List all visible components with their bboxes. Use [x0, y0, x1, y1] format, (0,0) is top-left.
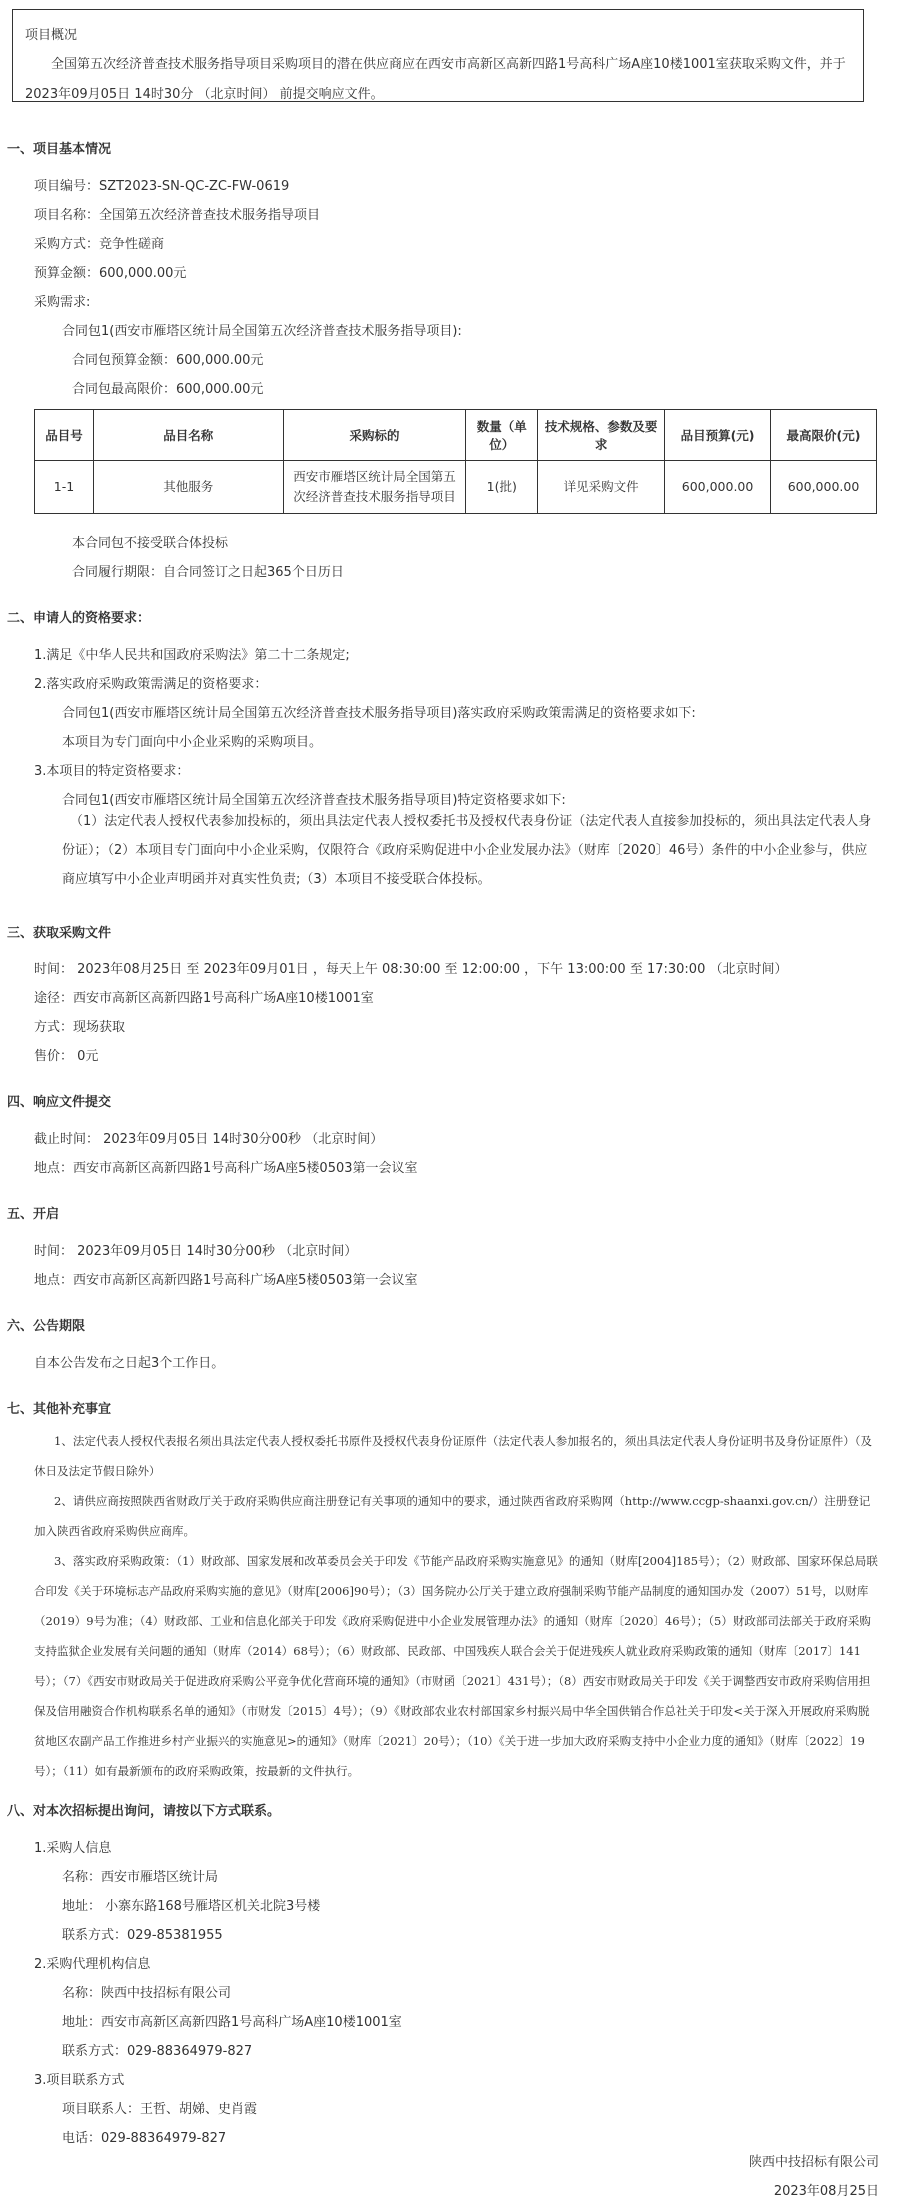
- qualification-item-2: 2.落实政府采购政策需满足的资格要求：: [34, 677, 268, 692]
- submit-deadline: 截止时间： 2023年09月05日 14时30分00秒 （北京时间）: [34, 1132, 384, 1147]
- section-5-heading: 五、开启: [7, 1207, 60, 1222]
- contract-period: 合同履行期限：自合同签订之日起365个日历日: [72, 565, 344, 580]
- qualification-item-3b: （1）法定代表人授权代表参加投标的，须出具法定代表人授权委托书及授权代表身份证（法定代表人直接参加投标的，须出具法定代表人身份证）；（2）本项目专门面向中小企业采购，仅限符合《政府采购促进中小企业发展办法》（财库〔2020〕46号）条件的中小企业参与，供应商应填写中小企业声明函并对真实性负责;（3）本项目不接受联合体投标。: [62, 814, 872, 887]
- col-header: 采购标的: [283, 410, 466, 461]
- project-name: 项目名称：全国第五次经济普查技术服务指导项目: [34, 208, 321, 223]
- project-contact-phone: 电话：029-88364979-827: [62, 2131, 227, 2146]
- agency-name: 名称：陕西中技招标有限公司: [62, 1986, 232, 2001]
- no-consortium-note: 本合同包不接受联合体投标: [72, 536, 229, 551]
- project-contact-title: 3.项目联系方式: [34, 2073, 125, 2088]
- submit-place: 地点：西安市高新区高新四路1号高科广场A座5楼0503第一会议室: [34, 1161, 418, 1176]
- overview-body: 全国第五次经济普查技术服务指导项目采购项目的潜在供应商应在西安市高新区高新四路1号高科广场A座10楼1001室获取采购文件，并于 2023年09月05日 14时30分 （北京时间） 前提交响应文件。: [25, 57, 846, 102]
- qualification-item-2b: 本项目为专门面向中小企业采购的采购项目。: [62, 735, 323, 750]
- section-4-heading: 四、响应文件提交: [7, 1095, 112, 1110]
- agency-phone: 联系方式：029-88364979-827: [62, 2044, 253, 2059]
- package-budget: 合同包预算金额：600,000.00元: [72, 353, 264, 368]
- overview-title: 项目概况: [25, 28, 78, 43]
- project-number: 项目编号：SZT2023-SN-QC-ZC-FW-0619: [34, 179, 290, 194]
- col-header: 技术规格、参数及要求: [538, 410, 665, 461]
- footer-date: 2023年08月25日: [773, 2184, 879, 2199]
- project-contact-people: 项目联系人：王哲、胡娣、史肖霞: [62, 2102, 258, 2117]
- table-cell: 600,000.00: [665, 461, 771, 514]
- qualification-item-3: 3.本项目的特定资格要求：: [34, 764, 190, 779]
- table-row: [35, 461, 877, 514]
- acquire-mode: 方式：现场获取: [34, 1020, 126, 1035]
- acquire-price: 售价： 0元: [34, 1049, 99, 1064]
- section-1-heading: 一、项目基本情况: [7, 142, 112, 157]
- section-2-heading: 二、申请人的资格要求：: [7, 611, 151, 626]
- supplement-2: 2、请供应商按照陕西省财政厅关于政府采购供应商注册登记有关事项的通知中的要求，通过陕西省政府采购网（http://www.ccgp-shaanxi.gov.cn/）注册登记加入陕西省政府采购供应商库。: [34, 1494, 871, 1538]
- procurement-method: 采购方式：竞争性磋商: [34, 237, 165, 252]
- supplement-1: 1、法定代表人授权代表报名须出具法定代表人授权委托书原件及授权代表身份证原件（法定代表人参加报名的，须出具法定代表人身份证明书及身份证原件）（及休日及法定节假日除外）: [34, 1434, 873, 1478]
- package-max-price: 合同包最高限价：600,000.00元: [72, 382, 264, 397]
- opening-place: 地点：西安市高新区高新四路1号高科广场A座5楼0503第一会议室: [34, 1273, 418, 1288]
- col-header: 品目号: [35, 410, 94, 461]
- table-cell: 1-1: [35, 461, 94, 514]
- section-3-heading: 三、获取采购文件: [7, 926, 112, 941]
- items-table: [34, 409, 877, 514]
- table-cell: 1(批): [466, 461, 538, 514]
- announcement-period: 自本公告发布之日起3个工作日。: [34, 1356, 225, 1371]
- col-header: 品目名称: [93, 410, 283, 461]
- agency-address: 地址：西安市高新区高新四路1号高科广场A座10楼1001室: [62, 2015, 402, 2030]
- overview-box: [12, 9, 864, 102]
- purchaser-name: 名称：西安市雁塔区统计局: [62, 1870, 219, 1885]
- supplement-3: 3、落实政府采购政策：（1）财政部、国家发展和改革委员会关于印发《节能产品政府采购实施意见》的通知（财库[2004]185号）；（2）财政部、国家环保总局联合印发《关于环境标志产品政府采购实施的意见》（财库[2006]90号）；（3）国务院办公厅关于建立政府强制采购节能产品制度的通知国办发（2007）51号，以财库（2019）9号为准；（4）财政部、工业和信息化部关于印发《政府采购促进中小企业发展管理办法》的通知（财库〔2020〕46号）；（5）财政部司法部关于政府采购支持监狱企业发展有关问题的通知（财库（2014）68号）；（6）财政部、民政部、中国残疾人联合会关于促进残疾人就业政府采购政策的通知（财库〔2017〕141号）；（7）《西安市财政局关于促进政府采购公平竞争优化营商环境的通知》（市财函〔2021〕431号）；（8）西安市财政局关于印发《关于调整西安市政府采购信用担保及信用融资合作机构联系名单的通知》（市财发〔2015〕4号）；（9）《财政部农业农村部国家乡村振兴局中华全国供销合作总社关于印发<关于深入开展政府采购脱贫地区农副产品工作推进乡村产业振兴的实施意见>的通知》（财库〔2021〕20号）；（10）《关于进一步加大政府采购支持中小企业力度的通知》（财库〔2022〕19号）；（11）如有最新颁布的政府采购政策，按最新的文件执行。: [34, 1554, 878, 1778]
- footer-company: 陕西中技招标有限公司: [748, 2155, 879, 2170]
- contact-agency-title: 2.采购代理机构信息: [34, 1957, 151, 1972]
- qualification-item-2a: 合同包1(西安市雁塔区统计局全国第五次经济普查技术服务指导项目)落实政府采购政策需满足的资格要求如下:: [62, 706, 696, 721]
- col-header: 最高限价(元): [771, 410, 877, 461]
- purchaser-phone: 联系方式：029-85381955: [62, 1928, 223, 1943]
- qualification-item-3a: 合同包1(西安市雁塔区统计局全国第五次经济普查技术服务指导项目)特定资格要求如下:: [62, 793, 566, 808]
- acquire-time: 时间： 2023年08月25日 至 2023年09月01日 ，每天上午 08:30:00 至 12:00:00 ，下午 13:00:00 至 17:30:00 （北京时间）: [34, 962, 788, 977]
- purchaser-address: 地址： 小寨东路168号雁塔区机关北院3号楼: [62, 1899, 321, 1914]
- budget-amount: 预算金额：600,000.00元: [34, 266, 187, 281]
- procurement-need: 采购需求:: [34, 295, 91, 310]
- col-header: 数量（单位）: [466, 410, 538, 461]
- acquire-way: 途径：西安市高新区高新四路1号高科广场A座10楼1001室: [34, 991, 374, 1006]
- opening-time: 时间： 2023年09月05日 14时30分00秒 （北京时间）: [34, 1244, 358, 1259]
- table-header-row: [35, 410, 877, 461]
- contact-purchaser-title: 1.采购人信息: [34, 1841, 112, 1856]
- col-header: 品目预算(元): [665, 410, 771, 461]
- table-cell: 西安市雁塔区统计局全国第五次经济普查技术服务指导项目: [283, 461, 466, 514]
- table-cell: 详见采购文件: [538, 461, 665, 514]
- qualification-item-1: 1.满足《中华人民共和国政府采购法》第二十二条规定;: [34, 648, 350, 663]
- section-8-heading: 八、对本次招标提出询问，请按以下方式联系。: [7, 1804, 281, 1819]
- package-title: 合同包1(西安市雁塔区统计局全国第五次经济普查技术服务指导项目):: [62, 324, 462, 339]
- table-cell: 600,000.00: [771, 461, 877, 514]
- table-cell: 其他服务: [93, 461, 283, 514]
- section-6-heading: 六、公告期限: [7, 1319, 86, 1334]
- section-7-heading: 七、其他补充事宜: [7, 1402, 112, 1417]
